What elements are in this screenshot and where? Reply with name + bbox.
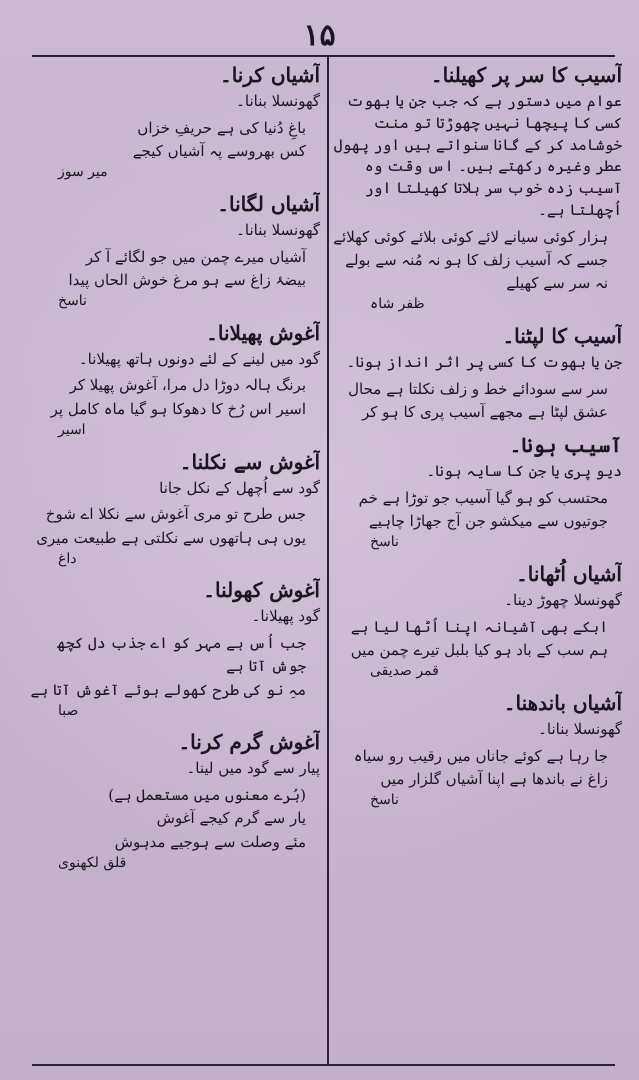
poet-name: ناسخ — [370, 792, 399, 809]
page-number: ۱۵ — [303, 18, 336, 53]
bottom-rule — [32, 1064, 615, 1066]
poet-name: ظفر شاہ — [370, 296, 425, 313]
entry-definition: عوام میں دستور ہے کہ جب جن یا بھوت کسی کا پیچھا نہیں چھوڑتا تو منت خوشامد کر کے گانا سنواتے ہیں اور پھول عطر وغیرہ رکھتے ہیں۔ اس وقت وہ آسیب زدہ خوب سر ہلاتا کھیلتا اور اُچھلتا ہے۔ — [333, 92, 622, 219]
entry-definition: گود میں لینے کے لئے دونوں ہاتھ پھیلانا۔ — [78, 349, 320, 368]
verse-line: جس طرح تو مری آغوش سے نکلا اے شوخ — [45, 505, 306, 524]
verse-line: کس بھروسے پہ آشیاں کیجے — [132, 142, 306, 160]
dictionary-entry — [332, 690, 622, 811]
entry-headword: آغوش پھیلانا۔ — [206, 320, 320, 345]
right-column — [332, 60, 622, 1062]
verse-line: باغِ دُنیا کی ہے حریفِ خزاں — [137, 118, 306, 137]
entry-definition: پیار سے گود میں لینا۔ — [186, 759, 320, 778]
poet-name: قلق لکھنوی — [58, 854, 127, 871]
entry-definition: گھونسلا بنانا۔ — [236, 92, 320, 110]
dictionary-entry — [20, 449, 320, 570]
poet-name: ناسخ — [370, 534, 399, 551]
entry-headword: آشیاں اُٹھانا۔ — [516, 561, 622, 586]
verse-line: (بُرے معنوں میں مستعمل ہے) — [108, 786, 306, 805]
entry-definition: دیو پری یا جن کا سایہ ہونا۔ — [426, 462, 622, 481]
dictionary-entry — [20, 62, 320, 183]
verse-line: مئے وصلت سے ہوجیے مدہوش — [114, 832, 306, 851]
verse-line: اسیر اس رُخ کا دھوکا ہو گیا ماہ کامل پر — [50, 399, 306, 418]
poet-name: ناسخ — [58, 293, 87, 310]
entry-definition: گھونسلا بنانا۔ — [538, 719, 622, 738]
left-column — [20, 60, 320, 1062]
verse-line: یوں ہی ہاتھوں سے نکلتی ہے طبیعت میری — [36, 528, 306, 547]
dictionary-entry — [332, 323, 622, 424]
dictionary-entry — [20, 729, 320, 873]
poet-name: میر سوز — [58, 164, 108, 181]
entry-definition: گود سے اُچھل کے نکل جانا — [159, 478, 320, 497]
poet-name: قمر صدیقی — [370, 663, 439, 680]
column-divider — [327, 55, 329, 1066]
entry-headword: آسیب ہونا۔ — [509, 433, 622, 458]
entry-headword: آغوش سے نکلنا۔ — [179, 449, 320, 474]
entry-headword: آشیاں کرنا۔ — [219, 63, 320, 87]
verse-line: جب اُس بے مہر کو اے جذب دل کچھ جوش آتا ہے — [56, 634, 306, 676]
entry-definition: گھونسلا چھوڑ دینا۔ — [504, 590, 622, 609]
entry-headword: آسیب کا لپٹنا۔ — [502, 323, 622, 348]
verse-line: عشق لپٹا ہے مجھے آسیب پری کا ہو کر — [361, 402, 608, 421]
poet-name: صبا — [58, 702, 79, 719]
verse-line: سر سے سودائے خط و زلف نکلتا ہے محال — [348, 379, 608, 398]
top-rule — [32, 55, 615, 57]
entry-definition: گھونسلا بنانا۔ — [236, 220, 320, 239]
dictionary-entry — [20, 577, 320, 721]
verse-line: آشیاں میرے چمن میں جو لگائے آ کر — [85, 247, 306, 266]
verse-line: ہزار کوئی سیانے لائے کوئی بلائے کوئی کھلائے — [333, 227, 608, 246]
verse-line: یار سے گرم کیجے آغوش — [156, 809, 306, 828]
verse-line: ابکے بھی آشیانہ اپنا اُٹھا لیا ہے — [350, 617, 608, 636]
poet-name: اسیر — [58, 421, 86, 438]
verse-line: بیضۂ زاغ سے ہو مرغ خوش الحاں پیدا — [68, 270, 306, 289]
verse-line: ہم سب کے باد ہو کیا بلبل تیرے چمن میں — [350, 640, 608, 659]
entry-headword: آغوش گرم کرنا۔ — [178, 730, 320, 755]
verse-line: مہِ نو کی طرح کھولے ہوئے آغوش آتا ہے — [30, 680, 306, 699]
poet-name: داغ — [58, 550, 77, 567]
verse-line: محتسب کو ہو گیا آسیب جو توڑا ہے خم — [358, 488, 608, 507]
verse-line: زاغ نے باندھا ہے اپنا آشیاں گلزار میں — [380, 769, 608, 788]
verse-line: جسے کہ آسیب زلف کا ہو نہ مُنہ سے بولے نہ سر سے کھیلے — [345, 250, 608, 292]
dictionary-entry — [20, 320, 320, 441]
entry-headword: آسیب کا سر پر کھیلنا۔ — [430, 63, 622, 87]
dictionary-entry — [332, 62, 622, 315]
dictionary-entry — [332, 432, 622, 553]
dictionary-entry — [332, 561, 622, 682]
entry-headword: آشیاں لگانا۔ — [217, 191, 320, 216]
entry-headword: آغوش کھولنا۔ — [203, 578, 320, 603]
verse-line: برنگ ہالہ دوڑا دل مرا، آغوش پھیلا کر — [69, 376, 306, 395]
entry-definition: جن یا بھوت کا کسی پر اثر انداز ہونا۔ — [346, 352, 622, 371]
dictionary-entry — [20, 191, 320, 312]
verse-line: جا رہا ہے کوئے جاناں میں رقیب رو سیاہ — [353, 746, 608, 765]
verse-line: جوتیوں سے میکشو جن آج جھاڑا چاہیے — [368, 512, 608, 531]
entry-definition: گود پھیلانا۔ — [251, 607, 320, 626]
entry-headword: آشیاں باندھنا۔ — [503, 690, 622, 715]
